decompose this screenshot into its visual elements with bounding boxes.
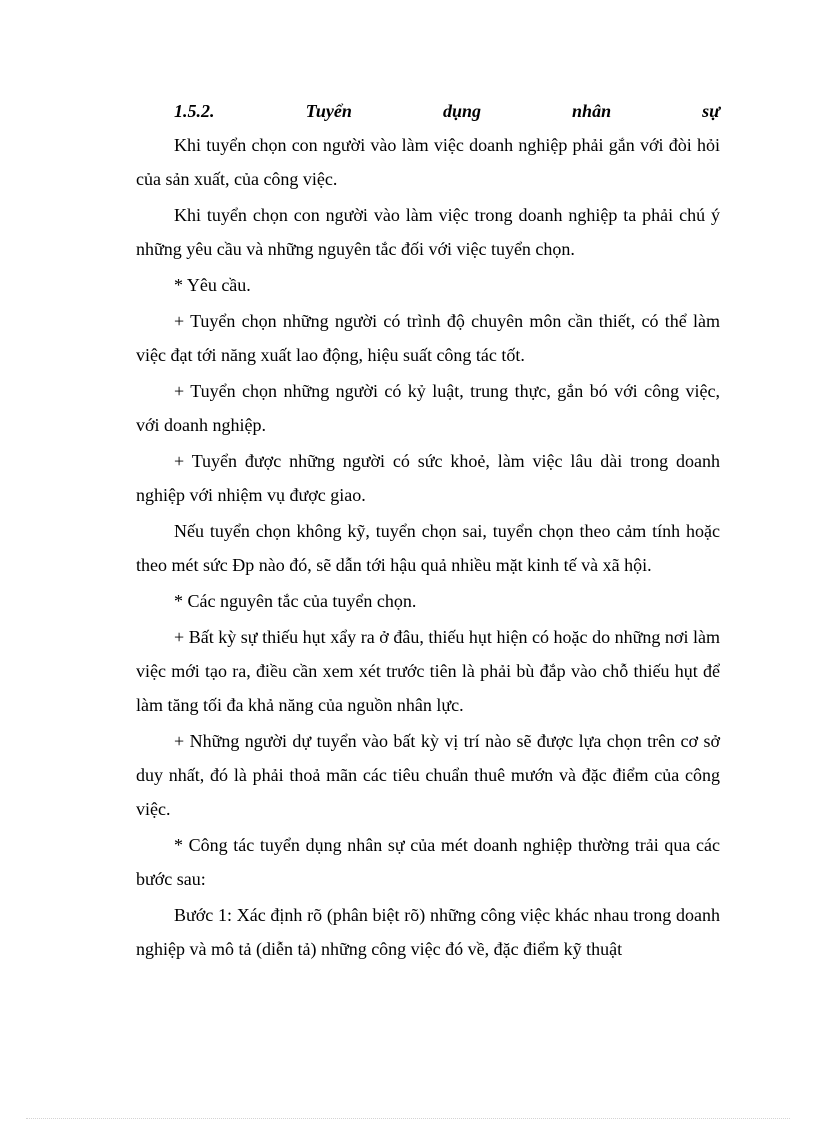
heading-word: nhân: [572, 101, 612, 121]
paragraph-intro-2: Khi tuyển chọn con người vào làm việc trong doanh nghiệp ta phải chú ý những yêu cầu và những nguyên tắc đối với việc tuyển chọn.: [136, 205, 720, 259]
heading-word: dụng: [442, 101, 481, 121]
heading-word: sự: [702, 101, 720, 121]
requirement-item: + Tuyển được những người có sức khoẻ, làm việc lâu dài trong doanh nghiệp với nhiệm vụ được giao.: [136, 451, 720, 505]
principle-item: + Những người dự tuyển vào bất kỳ vị trí nào sẽ được lựa chọn trên cơ sở duy nhất, đó là phải thoả mãn các tiêu chuẩn thuê mướn và đặc điểm của công việc.: [136, 731, 720, 819]
paragraph-intro-1: Khi tuyển chọn con người vào làm việc doanh nghiệp phải gắn với đòi hỏi của sản xuất, của công việc.: [136, 135, 720, 189]
principle-item: + Bất kỳ sự thiếu hụt xẩy ra ở đâu, thiếu hụt hiện có hoặc do những nơi làm việc mới tạo ra, điều cần xem xét trước tiên là phải bù đắp vào chỗ thiếu hụt để làm tăng tối đa khả năng của nguồn nhân lực.: [136, 627, 720, 715]
heading-word: Tuyển: [305, 101, 352, 121]
principles-heading: * Các nguyên tắc của tuyển chọn.: [174, 591, 417, 611]
requirement-item: + Tuyển chọn những người có kỷ luật, trung thực, gắn bó với công việc, với doanh nghiệp.: [136, 381, 720, 435]
page-bottom-divider: [26, 1118, 790, 1119]
page-content: [136, 94, 720, 968]
requirement-item: + Tuyển chọn những người có trình độ chuyên môn cần thiết, có thể làm việc đạt tới năng xuất lao động, hiệu suất công tác tốt.: [136, 311, 720, 365]
section-number: 1.5.2.: [174, 101, 215, 121]
process-heading: * Công tác tuyển dụng nhân sự của mét doanh nghiệp thường trải qua các bước sau:: [136, 835, 720, 889]
paragraph-consequence: Nếu tuyển chọn không kỹ, tuyển chọn sai, tuyển chọn theo cảm tính hoặc theo mét sức Ðp nào đó, sẽ dẫn tới hậu quả nhiều mặt kinh tế và xã hội.: [136, 521, 720, 575]
process-step: Bước 1: Xác định rõ (phân biệt rõ) những công việc khác nhau trong doanh nghiệp và mô tả (diễn tả) những công việc đó về, đặc điểm kỹ thuật: [136, 905, 720, 959]
requirements-heading: * Yêu cầu.: [174, 275, 251, 295]
section-heading: [136, 94, 720, 128]
